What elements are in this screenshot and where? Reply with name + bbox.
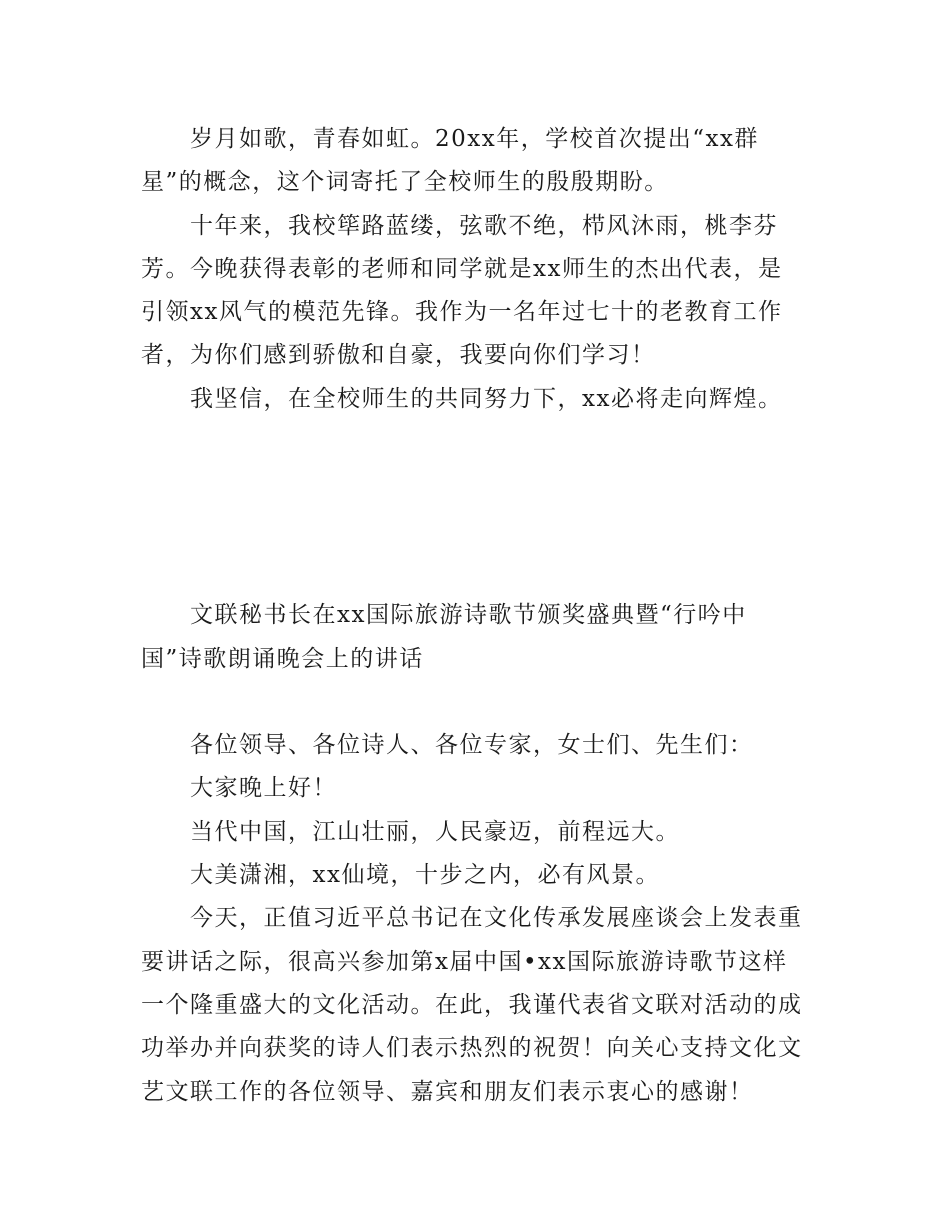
paragraph-line: 大美潇湘，xx仙境，十步之内，必有风景。	[190, 862, 660, 888]
paragraph-line: 十年来，我校筚路蓝缕，弦歌不绝，栉风沐雨，桃李芬	[190, 213, 778, 239]
paragraph-line: 岁月如歌，青春如虹。20xx年，学校首次提出“xx群	[190, 126, 759, 152]
speech-title-line: 国”诗歌朗诵晚会上的讲话	[141, 646, 424, 672]
paragraph-line: 者，为你们感到骄傲和自豪，我要向你们学习！	[141, 342, 656, 368]
paragraph-line: 一个隆重盛大的文化活动。在此，我谨代表省文联对活动的成	[141, 992, 803, 1018]
paragraph-line: 我坚信，在全校师生的共同努力下，xx必将走向辉煌。	[190, 386, 783, 412]
paragraph-line: 当代中国，江山壮丽，人民豪迈，前程远大。	[190, 819, 680, 845]
speech-title-line: 文联秘书长在xx国际旅游诗歌节颁奖盛典暨“行吟中	[190, 602, 747, 628]
paragraph-line: 各位领导、各位诗人、各位专家，女士们、先生们：	[190, 732, 754, 758]
paragraph-line: 功举办并向获奖的诗人们表示热烈的祝贺！向关心支持文化文	[141, 1035, 803, 1061]
paragraph-line: 引领xx风气的模范先锋。我作为一名年过七十的老教育工作	[141, 299, 783, 325]
paragraph-line: 要讲话之际，很高兴参加第x届中国•xx国际旅游诗歌节这样	[141, 949, 788, 975]
paragraph-line: 大家晚上好！	[190, 775, 337, 801]
paragraph-line: 今天，正值习近平总书记在文化传承发展座谈会上发表重	[190, 905, 803, 931]
paragraph-line: 星”的概念，这个词寄托了全校师生的殷殷期盼。	[141, 169, 669, 195]
paragraph-line: 芳。今晚获得表彰的老师和同学就是xx师生的杰出代表，是	[141, 256, 783, 282]
paragraph-line: 艺文联工作的各位领导、嘉宾和朋友们表示衷心的感谢！	[141, 1079, 754, 1105]
